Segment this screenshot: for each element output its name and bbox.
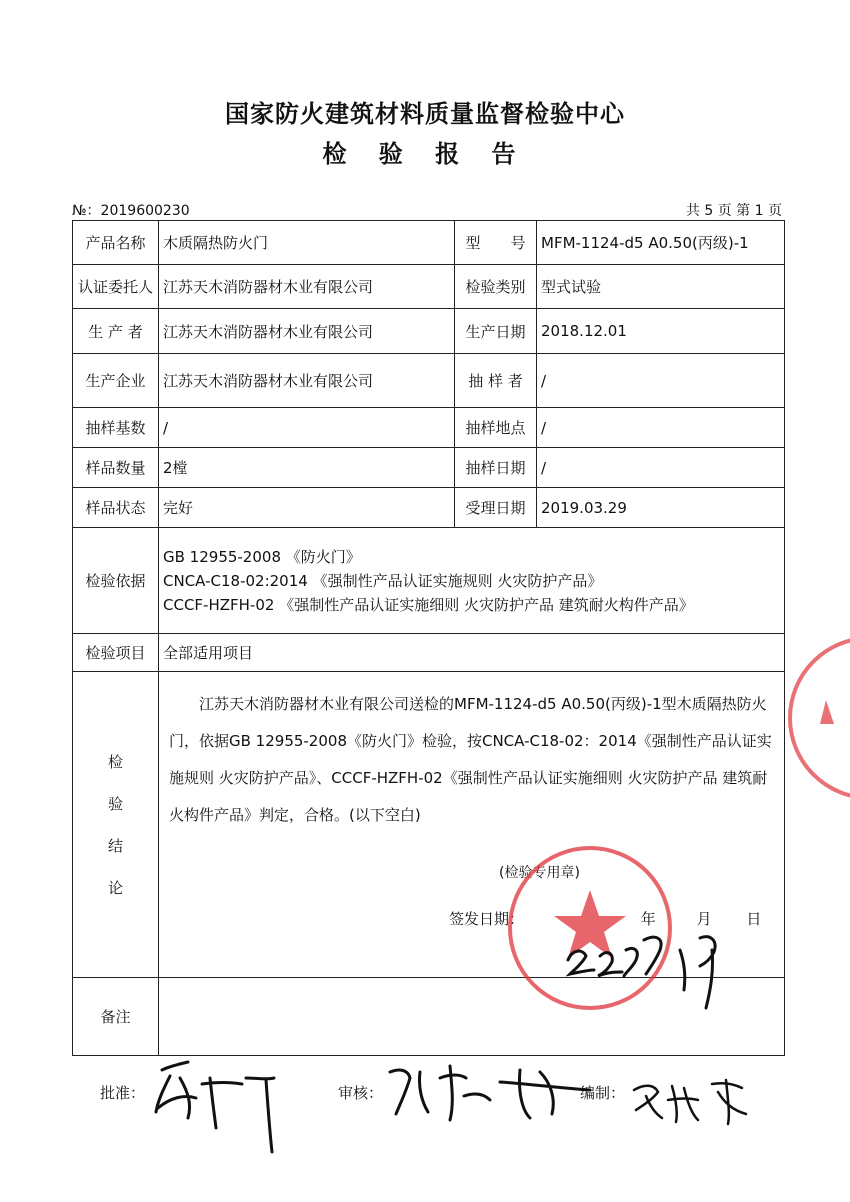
label-sample-place: 抽样地点 xyxy=(455,408,537,448)
value-model: MFM-1124-d5 A0.50(丙级)-1 xyxy=(537,221,785,265)
report-table xyxy=(72,220,785,1056)
label-remark: 备注 xyxy=(73,978,159,1056)
label-basis: 检验依据 xyxy=(73,528,159,634)
label-sample-qty: 样品数量 xyxy=(73,448,159,488)
seal-note: (检验专用章) xyxy=(499,865,580,881)
value-test-type: 型式试验 xyxy=(537,265,785,309)
basis-line: GB 12955-2008 《防火门》 xyxy=(163,547,361,566)
report-number: №：2019600230 xyxy=(72,203,190,219)
label-conclusion xyxy=(73,672,159,978)
edge-seal-fragment xyxy=(780,628,850,808)
conclusion-char: 论 xyxy=(107,878,123,897)
table-row xyxy=(73,408,785,448)
table-row xyxy=(73,634,785,672)
value-conclusion xyxy=(159,672,785,978)
approver-signature xyxy=(140,1048,300,1158)
value-items: 全部适用项目 xyxy=(159,634,785,672)
issue-year-suffix: 年 xyxy=(640,910,656,928)
page-info: 共 5 页 第 1 页 xyxy=(685,203,782,219)
conclusion-char: 结 xyxy=(107,836,123,855)
table-row xyxy=(73,221,785,265)
label-sample-date: 抽样日期 xyxy=(455,448,537,488)
issue-month-suffix: 月 xyxy=(696,910,712,928)
value-prod-date: 2018.12.01 xyxy=(537,309,785,354)
table-row xyxy=(73,488,785,528)
label-product-name: 产品名称 xyxy=(73,221,159,265)
value-remark xyxy=(159,978,785,1056)
value-sample-base: / xyxy=(159,408,455,448)
value-sample-date: / xyxy=(537,448,785,488)
label-producer: 生 产 者 xyxy=(73,309,159,354)
basis-line: CNCA-C18-02:2014 《强制性产品认证实施规则 火灾防护产品》 xyxy=(163,571,603,590)
label-accept-date: 受理日期 xyxy=(455,488,537,528)
conclusion-char: 验 xyxy=(107,794,123,813)
reviewer-signature xyxy=(380,1052,600,1132)
table-row xyxy=(73,448,785,488)
value-sample-place: / xyxy=(537,408,785,448)
label-model: 型 号 xyxy=(455,221,537,265)
label-manufacturer: 生产企业 xyxy=(73,354,159,408)
review-label: 审核： xyxy=(338,1084,384,1102)
issue-date xyxy=(449,908,761,929)
label-client: 认证委托人 xyxy=(73,265,159,309)
table-row xyxy=(73,265,785,309)
value-client: 江苏天木消防器材木业有限公司 xyxy=(159,265,455,309)
label-sample-base: 抽样基数 xyxy=(73,408,159,448)
value-basis xyxy=(159,528,785,634)
table-row xyxy=(73,309,785,354)
table-row xyxy=(73,528,785,634)
table-row xyxy=(73,672,785,978)
org-title: 国家防火建筑材料质量监督检验中心 xyxy=(225,100,625,128)
basis-line: CCCF-HZFH-02 《强制性产品认证实施细则 火灾防护产品 建筑耐火构件产品》 xyxy=(163,595,694,614)
issue-day-suffix: 日 xyxy=(746,910,762,928)
issue-date-label: 签发日期： xyxy=(449,910,525,928)
label-sample-state: 样品状态 xyxy=(73,488,159,528)
conclusion-text: 江苏天木消防器材木业有限公司送检的MFM-1124-d5 A0.50(丙级)-1型木质隔热防火门，依据GB 12955-2008《防火门》检验，按CNCA-C18-02：2014《强制性产品认证实施规则 火灾防护产品》、CCCF-HZFH-02《强制性产品认证实施细则 火灾防护产品 建筑耐火构件产品》判定，合格。(以下空白) xyxy=(169,695,772,824)
label-test-type: 检验类别 xyxy=(455,265,537,309)
value-producer: 江苏天木消防器材木业有限公司 xyxy=(159,309,455,354)
compiler-signature xyxy=(628,1070,758,1126)
value-accept-date: 2019.03.29 xyxy=(537,488,785,528)
value-product-name: 木质隔热防火门 xyxy=(159,221,455,265)
label-items: 检验项目 xyxy=(73,634,159,672)
compile-label: 编制： xyxy=(580,1084,626,1102)
approve-label: 批准： xyxy=(100,1084,146,1102)
label-prod-date: 生产日期 xyxy=(455,309,537,354)
value-sampler: / xyxy=(537,354,785,408)
report-title: 检 验 报 告 xyxy=(322,140,528,168)
table-row xyxy=(73,354,785,408)
value-sample-state: 完好 xyxy=(159,488,455,528)
conclusion-char: 检 xyxy=(107,752,123,771)
table-row xyxy=(73,978,785,1056)
label-sampler: 抽 样 者 xyxy=(455,354,537,408)
value-sample-qty: 2樘 xyxy=(159,448,455,488)
value-manufacturer: 江苏天木消防器材木业有限公司 xyxy=(159,354,455,408)
